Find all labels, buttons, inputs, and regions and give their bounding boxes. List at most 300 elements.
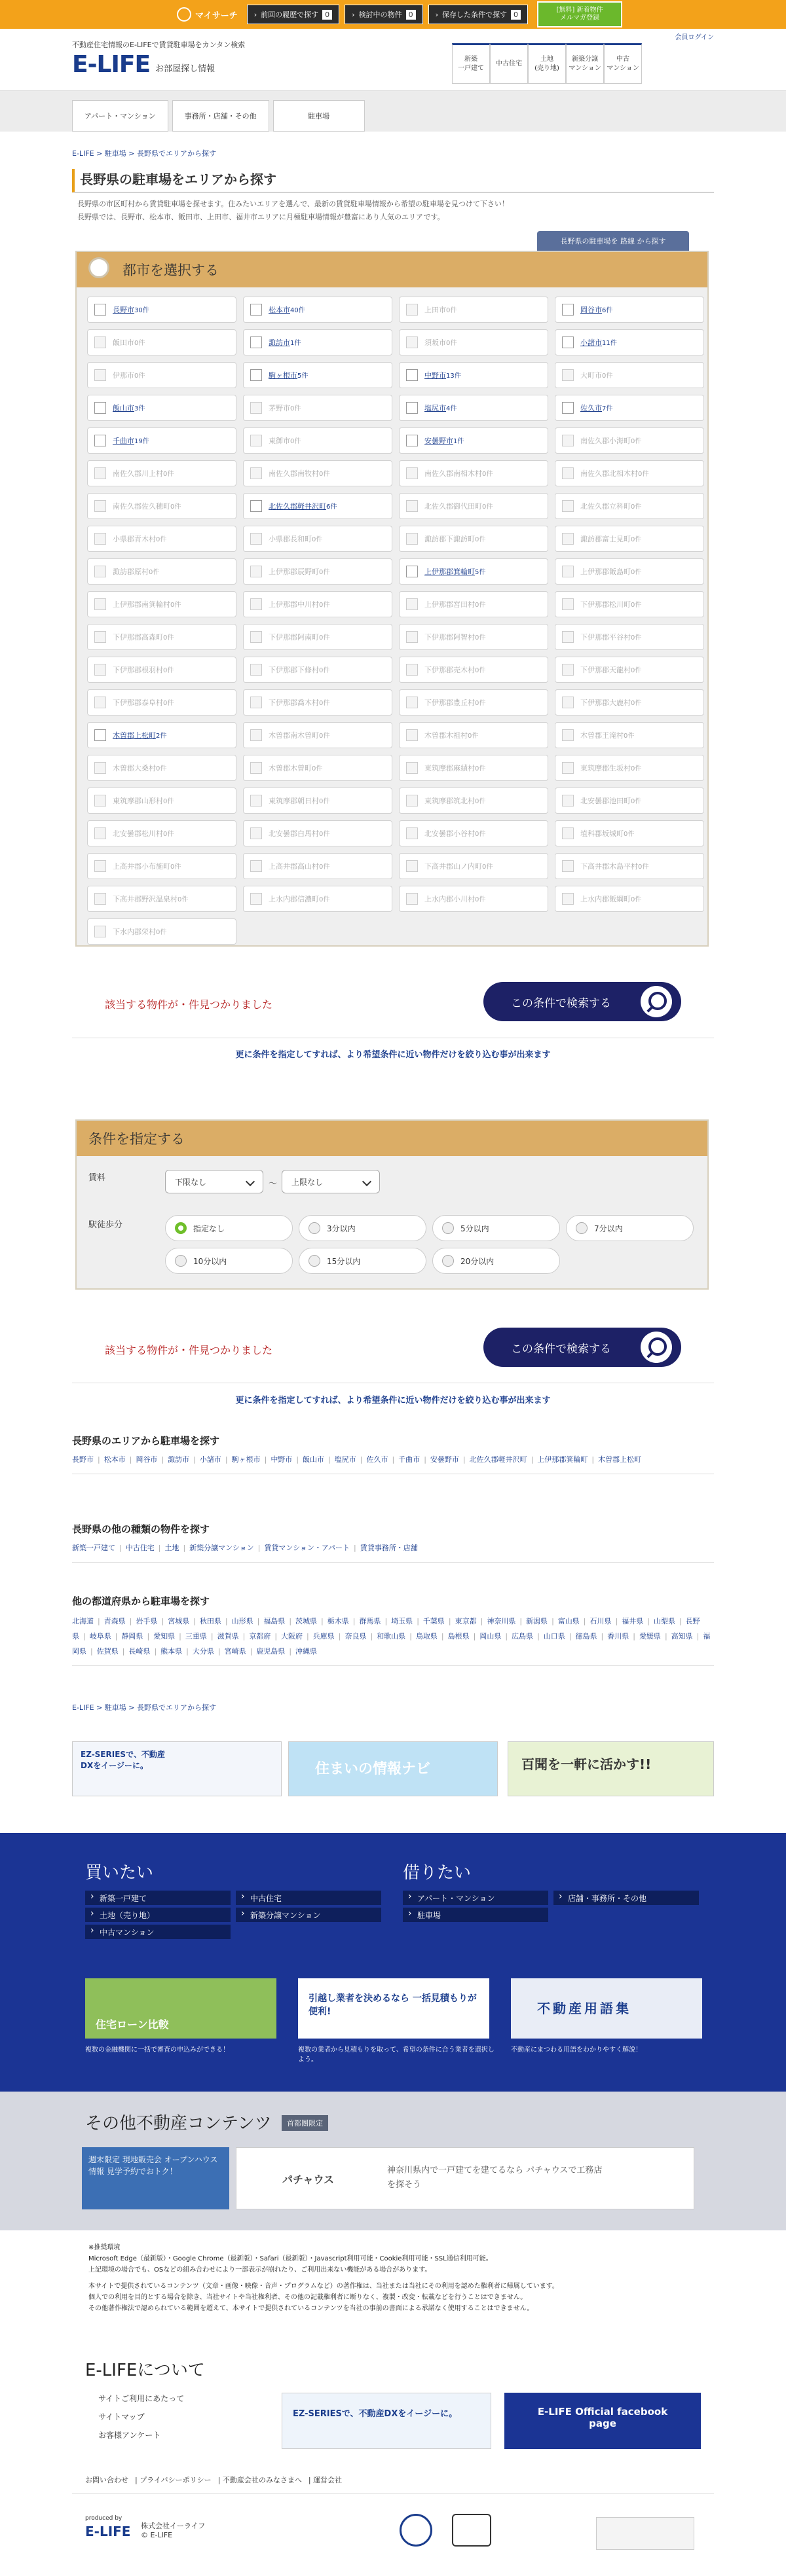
city-name[interactable]: 岡谷市 (580, 306, 602, 314)
city-name: 下伊那郡平谷村 (580, 633, 631, 642)
city-name: 下高井郡野沢温泉村 (113, 895, 178, 903)
city-option (555, 427, 704, 454)
separator: | (647, 1617, 650, 1625)
city-name[interactable]: 長野市 (113, 306, 134, 314)
city-name: 北安曇郡白馬村 (269, 829, 319, 838)
text-link[interactable]: 静岡県 (121, 1632, 143, 1641)
city-count: 0件 (319, 798, 330, 805)
checkbox[interactable] (406, 566, 418, 577)
text-link[interactable]: 青森県 (103, 1617, 126, 1625)
city-select-panel (75, 251, 709, 947)
city-count: 0件 (631, 896, 642, 903)
city-name: 下伊那郡松川町 (580, 600, 631, 609)
city-name: 須坂市 (424, 338, 446, 347)
separator: | (601, 1632, 604, 1641)
text-link[interactable]: 賃貸マンション・アパート (264, 1544, 350, 1552)
walk-option-20[interactable]: 20分以内 (432, 1248, 560, 1274)
city-count: 0件 (178, 896, 189, 903)
checkbox (562, 860, 574, 872)
text-link[interactable]: 長野市 (72, 1455, 94, 1464)
text-link[interactable]: 山口県 (543, 1632, 565, 1641)
city-name[interactable]: 上伊那郡箕輪町 (424, 568, 475, 576)
glossary-banner[interactable]: 不動産用語集 (511, 1978, 702, 2039)
search-button[interactable]: この条件で検索する (483, 982, 681, 1021)
separator: | (296, 1455, 299, 1464)
open-house-banner[interactable]: 週末限定 現地販売会 オープンハウス情報 見学予約でおトク！ (82, 2147, 229, 2209)
city-count: 0件 (624, 831, 635, 838)
text-link[interactable]: 石川県 (590, 1617, 612, 1625)
city-count: 0件 (290, 405, 301, 412)
buy-new-house[interactable]: › 新築一戸建て (85, 1891, 231, 1905)
checkbox (94, 467, 106, 479)
agents-link[interactable]: 不動産会社のみなさまへ (222, 2476, 302, 2484)
text-link[interactable]: 愛知県 (153, 1632, 176, 1641)
city-name: 東筑摩郡筑北村 (424, 797, 475, 805)
city-option (555, 362, 704, 388)
city-count: 0件 (319, 863, 330, 871)
pref-links (72, 1614, 714, 1666)
text-link[interactable]: 宮崎県 (224, 1647, 246, 1656)
city-name[interactable]: 小諸市 (580, 338, 602, 347)
search-by-line-button[interactable]: 長野県の駐車場を 路線 から探す (537, 231, 689, 251)
city-count: 0件 (170, 503, 181, 511)
city-grid (77, 287, 707, 954)
footer-logo: E-LIFE (85, 2524, 131, 2539)
city-option (87, 918, 236, 945)
text-link[interactable]: 埼玉県 (391, 1617, 413, 1625)
city-name: 上水内郡小川村 (424, 895, 475, 903)
text-link[interactable]: 秋田県 (199, 1617, 221, 1625)
city-name: 上田市 (424, 306, 446, 314)
text-link[interactable]: 高知県 (671, 1632, 693, 1641)
city-count: 0件 (482, 863, 493, 871)
company-link[interactable]: 運営会社 (313, 2476, 343, 2484)
walk-option-5[interactable]: 5分以内 (432, 1215, 560, 1241)
city-name: 南佐久郡小海町 (580, 437, 631, 445)
separator: | (531, 1455, 534, 1464)
text-link[interactable]: 岡谷市 (136, 1455, 158, 1464)
city-option (555, 820, 704, 846)
separator: | (193, 1455, 196, 1464)
text-link[interactable]: 奈良県 (345, 1632, 367, 1641)
checkbox (562, 598, 574, 610)
city-option[interactable] (555, 395, 704, 421)
checkbox (406, 304, 418, 316)
city-count: 0件 (631, 700, 642, 707)
city-option (243, 722, 392, 748)
text-link[interactable]: 京都府 (249, 1632, 271, 1641)
city-count: 0件 (163, 634, 174, 642)
text-link[interactable]: 香川県 (607, 1632, 629, 1641)
checkbox (94, 697, 106, 708)
checkbox[interactable] (562, 304, 574, 316)
city-option (399, 886, 548, 912)
city-option (399, 624, 548, 650)
text-link[interactable]: 熊本県 (160, 1647, 183, 1656)
separator: | (193, 1617, 196, 1625)
text-link[interactable]: 土地 (164, 1544, 179, 1552)
checkbox (406, 697, 418, 708)
city-count: 0件 (319, 896, 330, 903)
separator: | (583, 1617, 586, 1625)
buy-used-house[interactable]: › 中古住宅 (236, 1891, 381, 1905)
city-option[interactable] (243, 329, 392, 355)
text-link[interactable]: 山形県 (231, 1617, 253, 1625)
city-name[interactable]: 塩尻市 (424, 404, 446, 412)
type-links (72, 1540, 714, 1563)
separator: | (480, 1617, 483, 1625)
separator: | (392, 1455, 395, 1464)
city-name: 下伊那郡下條村 (269, 666, 319, 674)
walk-option-7[interactable]: 7分以内 (566, 1215, 694, 1241)
rent-apartment[interactable]: › アパート・マンション (403, 1891, 548, 1905)
site-logo[interactable]: E-LIFE お部屋探し情報 (72, 51, 215, 78)
city-name[interactable]: 駒ヶ根市 (269, 371, 297, 380)
city-name[interactable]: 中野市 (424, 371, 446, 380)
text-link[interactable]: 飯山市 (303, 1455, 325, 1464)
checkbox[interactable] (406, 435, 418, 446)
city-count: 0件 (638, 863, 649, 871)
checkbox (406, 631, 418, 643)
separator: | (210, 1632, 214, 1641)
gnav-land[interactable]: 土地 (売り地) (528, 43, 566, 84)
city-option[interactable] (87, 297, 236, 323)
city-option[interactable] (555, 297, 704, 323)
checkbox (406, 729, 418, 741)
saved-search-button[interactable]: › 保存した条件で探す 0 (428, 5, 528, 24)
city-option (555, 493, 704, 519)
city-option (243, 657, 392, 683)
member-login-link[interactable]: 会員ログイン (675, 34, 714, 41)
separator: | (384, 1617, 388, 1625)
rent-min-select[interactable]: 下限なし (165, 1170, 263, 1193)
pachause-banner[interactable]: パチャウス 神奈川県内で一戸建てを建てるなら パチャウスで工務店を探そう (236, 2147, 694, 2209)
checkbox (562, 795, 574, 807)
text-link[interactable]: 大分県 (192, 1647, 214, 1656)
walk-option-15[interactable]: 15分以内 (299, 1248, 426, 1274)
city-name[interactable]: 佐久市 (580, 404, 602, 412)
sitemap-link[interactable]: サイトマップ (98, 2412, 145, 2422)
facebook-banner[interactable]: E-LIFE Official facebook page (504, 2393, 701, 2449)
loan-compare-banner[interactable]: 住宅ローン比較 (85, 1978, 276, 2039)
city-option[interactable] (399, 362, 548, 388)
city-name: 上伊那郡飯島町 (580, 568, 631, 576)
breadcrumb-bottom[interactable]: E-LIFE > 駐車場 > 長野県でエリアから探す (72, 1703, 216, 1712)
city-name: 木曽郡大桑村 (113, 764, 156, 772)
separator: | (360, 1455, 363, 1464)
text-link[interactable]: 沖縄県 (295, 1647, 318, 1656)
city-option (243, 820, 392, 846)
text-link[interactable]: 新築一戸建て (72, 1544, 115, 1552)
text-link[interactable]: 島根県 (447, 1632, 470, 1641)
checkbox[interactable] (406, 402, 418, 414)
city-count: 0件 (290, 438, 301, 445)
city-count: 0件 (631, 798, 642, 805)
moving-estimate-banner[interactable]: 引越し業者を決めるなら 一括見積もりが便利! (298, 1978, 489, 2039)
city-name: 南佐久郡南牧村 (269, 469, 319, 478)
city-option[interactable] (243, 493, 392, 519)
city-count: 4件 (446, 405, 457, 412)
city-count: 0件 (631, 536, 642, 543)
city-option (87, 820, 236, 846)
privacy-link[interactable]: プライバシーポリシー (140, 2476, 212, 2484)
city-option (555, 591, 704, 617)
city-option (243, 886, 392, 912)
global-nav (452, 43, 642, 84)
city-name[interactable]: 木曽郡上松町 (113, 731, 156, 740)
city-name[interactable]: 飯山市 (113, 404, 134, 412)
checkbox[interactable] (94, 402, 106, 414)
checkbox[interactable] (250, 500, 262, 512)
text-link[interactable]: 岩手県 (136, 1617, 158, 1625)
text-link[interactable]: 岡山県 (479, 1632, 502, 1641)
gnav-used-house[interactable]: 中古住宅 (490, 43, 528, 84)
city-option (87, 624, 236, 650)
checkbox (562, 369, 574, 381)
checkbox[interactable] (562, 402, 574, 414)
checkbox[interactable] (94, 304, 106, 316)
rent-parking[interactable]: › 駐車場 (403, 1908, 548, 1922)
tab-apartment[interactable]: アパート・マンション (72, 100, 168, 132)
city-name: 茅野市 (269, 404, 290, 412)
favorites-button[interactable]: › 検討中の物件 0 (345, 5, 422, 24)
checkbox (94, 369, 106, 381)
text-link[interactable]: 大阪府 (281, 1632, 303, 1641)
city-option[interactable] (87, 722, 236, 748)
city-count: 1件 (290, 340, 301, 347)
text-link[interactable]: 北佐久郡軽井沢町 (469, 1455, 527, 1464)
city-option[interactable] (87, 395, 236, 421)
city-name: 南佐久郡北相木村 (580, 469, 638, 478)
checkbox[interactable] (250, 304, 262, 316)
text-link[interactable]: 上伊那郡箕輪町 (537, 1455, 588, 1464)
gnav-new-house[interactable]: 新築 一戸建て (452, 43, 490, 84)
city-option[interactable] (399, 427, 548, 454)
city-option (87, 788, 236, 814)
city-option[interactable] (399, 395, 548, 421)
city-option (243, 526, 392, 552)
gnav-used-mansion[interactable]: 中古 マンション (604, 43, 642, 84)
text-link[interactable]: 諏訪市 (168, 1455, 190, 1464)
checkbox[interactable] (562, 336, 574, 348)
city-name: 飯田市 (113, 338, 134, 347)
text-link[interactable]: 広島県 (512, 1632, 534, 1641)
checkbox (94, 860, 106, 872)
city-name[interactable]: 安曇野市 (424, 437, 453, 445)
hyakubun-banner[interactable]: 百聞を一軒に活かす!! (508, 1741, 714, 1796)
walk-option-3[interactable]: 3分以内 (299, 1215, 426, 1241)
city-option[interactable] (243, 297, 392, 323)
checkbox (562, 566, 574, 577)
text-link[interactable]: 和歌山県 (377, 1632, 406, 1641)
city-option (87, 329, 236, 355)
city-name[interactable]: 諏訪市 (269, 338, 290, 347)
separator: | (289, 1617, 292, 1625)
city-name: 木曽郡木祖村 (424, 731, 468, 740)
separator: | (98, 1455, 100, 1464)
city-option (555, 624, 704, 650)
city-option (399, 526, 548, 552)
checkbox[interactable] (94, 729, 106, 741)
text-link[interactable]: 福島県 (263, 1617, 286, 1625)
city-name[interactable]: 北佐久郡軽井沢町 (269, 502, 326, 511)
text-link[interactable]: 塩尻市 (334, 1455, 356, 1464)
city-option (87, 689, 236, 716)
city-count: 40件 (290, 307, 305, 314)
separator: | (154, 1647, 157, 1656)
city-name[interactable]: 松本市 (269, 306, 290, 314)
sumai-navi-banner[interactable]: 住まいの情報ナビ (288, 1741, 498, 1796)
city-option[interactable] (87, 427, 236, 454)
gnav-new-mansion[interactable]: 新築分譲 マンション (566, 43, 604, 84)
city-option (87, 853, 236, 879)
text-link[interactable]: 鳥取県 (415, 1632, 438, 1641)
rent-max-select[interactable]: 上限なし (282, 1170, 380, 1193)
separator: | (519, 1617, 523, 1625)
text-link[interactable]: 滋賀県 (217, 1632, 239, 1641)
text-link[interactable]: 駒ヶ根市 (231, 1455, 261, 1464)
city-count: 5件 (475, 569, 486, 576)
text-link[interactable]: 千葉県 (422, 1617, 445, 1625)
text-link[interactable]: 茨城県 (295, 1617, 318, 1625)
search-button-2[interactable]: この条件で検索する (483, 1328, 681, 1367)
separator: | (122, 1647, 125, 1656)
city-count: 0件 (446, 307, 457, 314)
top-bar (0, 0, 786, 29)
city-name: 下伊那郡豊丘村 (424, 698, 475, 707)
text-link[interactable]: 長崎県 (128, 1647, 151, 1656)
tab-office[interactable]: 事務所・店舗・その他 (172, 100, 269, 132)
checkbox[interactable] (406, 369, 418, 381)
text-link[interactable]: 神奈川県 (487, 1617, 516, 1625)
city-option[interactable] (243, 362, 392, 388)
breadcrumb[interactable]: E-LIFE > 駐車場 > 長野県でエリアから探す (72, 149, 216, 158)
city-name: 諏訪郡原村 (113, 568, 149, 576)
text-link[interactable]: 群馬県 (359, 1617, 381, 1625)
checkbox[interactable] (94, 435, 106, 446)
text-link[interactable]: 兵庫県 (312, 1632, 335, 1641)
text-link[interactable]: 富山県 (557, 1617, 580, 1625)
checkbox[interactable] (250, 369, 262, 381)
text-link[interactable]: 山梨県 (653, 1617, 675, 1625)
text-link[interactable]: 新築分譲マンション (189, 1544, 254, 1552)
city-option (243, 558, 392, 585)
separator: | (250, 1647, 253, 1656)
text-link[interactable]: 福岡県 (72, 1632, 711, 1656)
moving-caption: 複数の業者から見積もりを取って、希望の条件に合う業者を選択しよう。 (298, 2046, 495, 2063)
text-link[interactable]: 佐久市 (366, 1455, 388, 1464)
tab-parking[interactable]: 駐車場 (273, 100, 365, 132)
city-option (399, 657, 548, 683)
text-link[interactable]: 北海道 (72, 1617, 94, 1625)
text-link[interactable]: 鹿児島県 (256, 1647, 286, 1656)
text-link[interactable]: 宮城県 (168, 1617, 190, 1625)
city-name[interactable]: 千曲市 (113, 437, 134, 445)
text-link[interactable]: 岐阜県 (89, 1632, 111, 1641)
city-option[interactable] (555, 329, 704, 355)
city-option (87, 886, 236, 912)
rent-office[interactable]: › 店舗・事務所・その他 (553, 1891, 699, 1905)
checkbox (250, 631, 262, 643)
city-count: 0件 (163, 700, 174, 707)
city-count: 0件 (149, 569, 160, 576)
text-link[interactable]: 木曽郡上松町 (598, 1455, 642, 1464)
text-link[interactable]: 中古住宅 (125, 1544, 155, 1552)
text-link[interactable]: 佐賀県 (96, 1647, 119, 1656)
buy-new-mansion[interactable]: › 新築分譲マンション (236, 1908, 381, 1922)
walk-option-none[interactable]: 指定なし (165, 1215, 293, 1241)
separator: | (264, 1455, 267, 1464)
text-link[interactable]: 千曲市 (398, 1455, 421, 1464)
city-name: 埴科郡坂城町 (580, 829, 624, 838)
city-count: 0件 (170, 863, 181, 871)
ez-series-banner[interactable]: EZ-SERIESで、不動産DXをイージーに。 (72, 1741, 282, 1796)
city-option (243, 853, 392, 879)
text-link[interactable]: 松本市 (103, 1455, 126, 1464)
history-search-button[interactable]: › 前回の履歴で探す 0 (247, 5, 339, 24)
ez-series-banner-2[interactable]: EZ-SERIESで、不動産DXをイージーに。 (282, 2393, 491, 2449)
text-link[interactable]: 新潟県 (526, 1617, 548, 1625)
city-option (243, 460, 392, 486)
buy-used-mansion[interactable]: › 中古マンション (85, 1925, 231, 1939)
text-link[interactable]: 栃木県 (327, 1617, 349, 1625)
text-link[interactable]: 小諸市 (199, 1455, 221, 1464)
lead-text: 長野県の市区町村から賃貸駐車場を探せます。住みたいエリアを選んで、最新の賃貸駐車場情報から希望の駐車場を見つけて下さい！ 長野県では、長野市、松本市、飯田市、上田市、福井市エリアに月極駐車場情報が豊富にあり人気のエリアです。 (77, 200, 509, 221)
text-link[interactable]: 賃貸事務所・店舗 (360, 1544, 418, 1552)
separator: | (448, 1617, 451, 1625)
checkbox (250, 598, 262, 610)
checkbox (562, 664, 574, 676)
separator: | (225, 1455, 228, 1464)
checkbox (250, 533, 262, 545)
checkbox[interactable] (250, 336, 262, 348)
checkbox (562, 827, 574, 839)
buy-land[interactable]: › 土地（売り地） (85, 1908, 231, 1922)
city-option[interactable] (399, 558, 548, 585)
footer-links: お問い合わせ | プライバシーポリシー | 不動産会社のみなさまへ | 運営会社 (85, 2476, 343, 2484)
text-link[interactable]: 徳島県 (575, 1632, 597, 1641)
divider (72, 2493, 714, 2494)
text-link[interactable]: 中野市 (271, 1455, 293, 1464)
city-name: 上水内郡飯綱町 (580, 895, 631, 903)
separator: | (179, 1632, 181, 1641)
city-option (399, 297, 548, 323)
city-name: 下伊那郡売木村 (424, 666, 475, 674)
city-count: 0件 (631, 569, 642, 576)
checkbox (94, 893, 106, 905)
text-link[interactable]: 安曇野市 (430, 1455, 459, 1464)
separator: | (98, 1617, 100, 1625)
city-count: 0件 (134, 340, 145, 347)
checkbox (94, 664, 106, 676)
checkbox (250, 566, 262, 577)
mailmag-button[interactable]: [無料] 新着物件 メルマガ登録 (537, 1, 622, 27)
text-link[interactable]: 長野県 (72, 1617, 700, 1641)
separator: | (352, 1617, 356, 1625)
text-link[interactable]: 愛媛県 (639, 1632, 661, 1641)
hint-text: 更に条件を指定してすれば、より希望条件に近い物件だけを絞り込む事が出来ます (235, 1050, 551, 1060)
separator: | (338, 1632, 341, 1641)
terms-link[interactable]: サイトご利用にあたって (98, 2394, 185, 2403)
city-count: 0件 (475, 896, 486, 903)
survey-link[interactable]: お客様アンケート (98, 2431, 161, 2440)
text-link[interactable]: 東京都 (455, 1617, 477, 1625)
text-link[interactable]: 福井県 (622, 1617, 644, 1625)
walk-option-10[interactable]: 10分以内 (165, 1248, 293, 1274)
contact-link[interactable]: お問い合わせ (85, 2476, 128, 2484)
text-link[interactable]: 三重県 (185, 1632, 207, 1641)
checkbox (94, 598, 106, 610)
